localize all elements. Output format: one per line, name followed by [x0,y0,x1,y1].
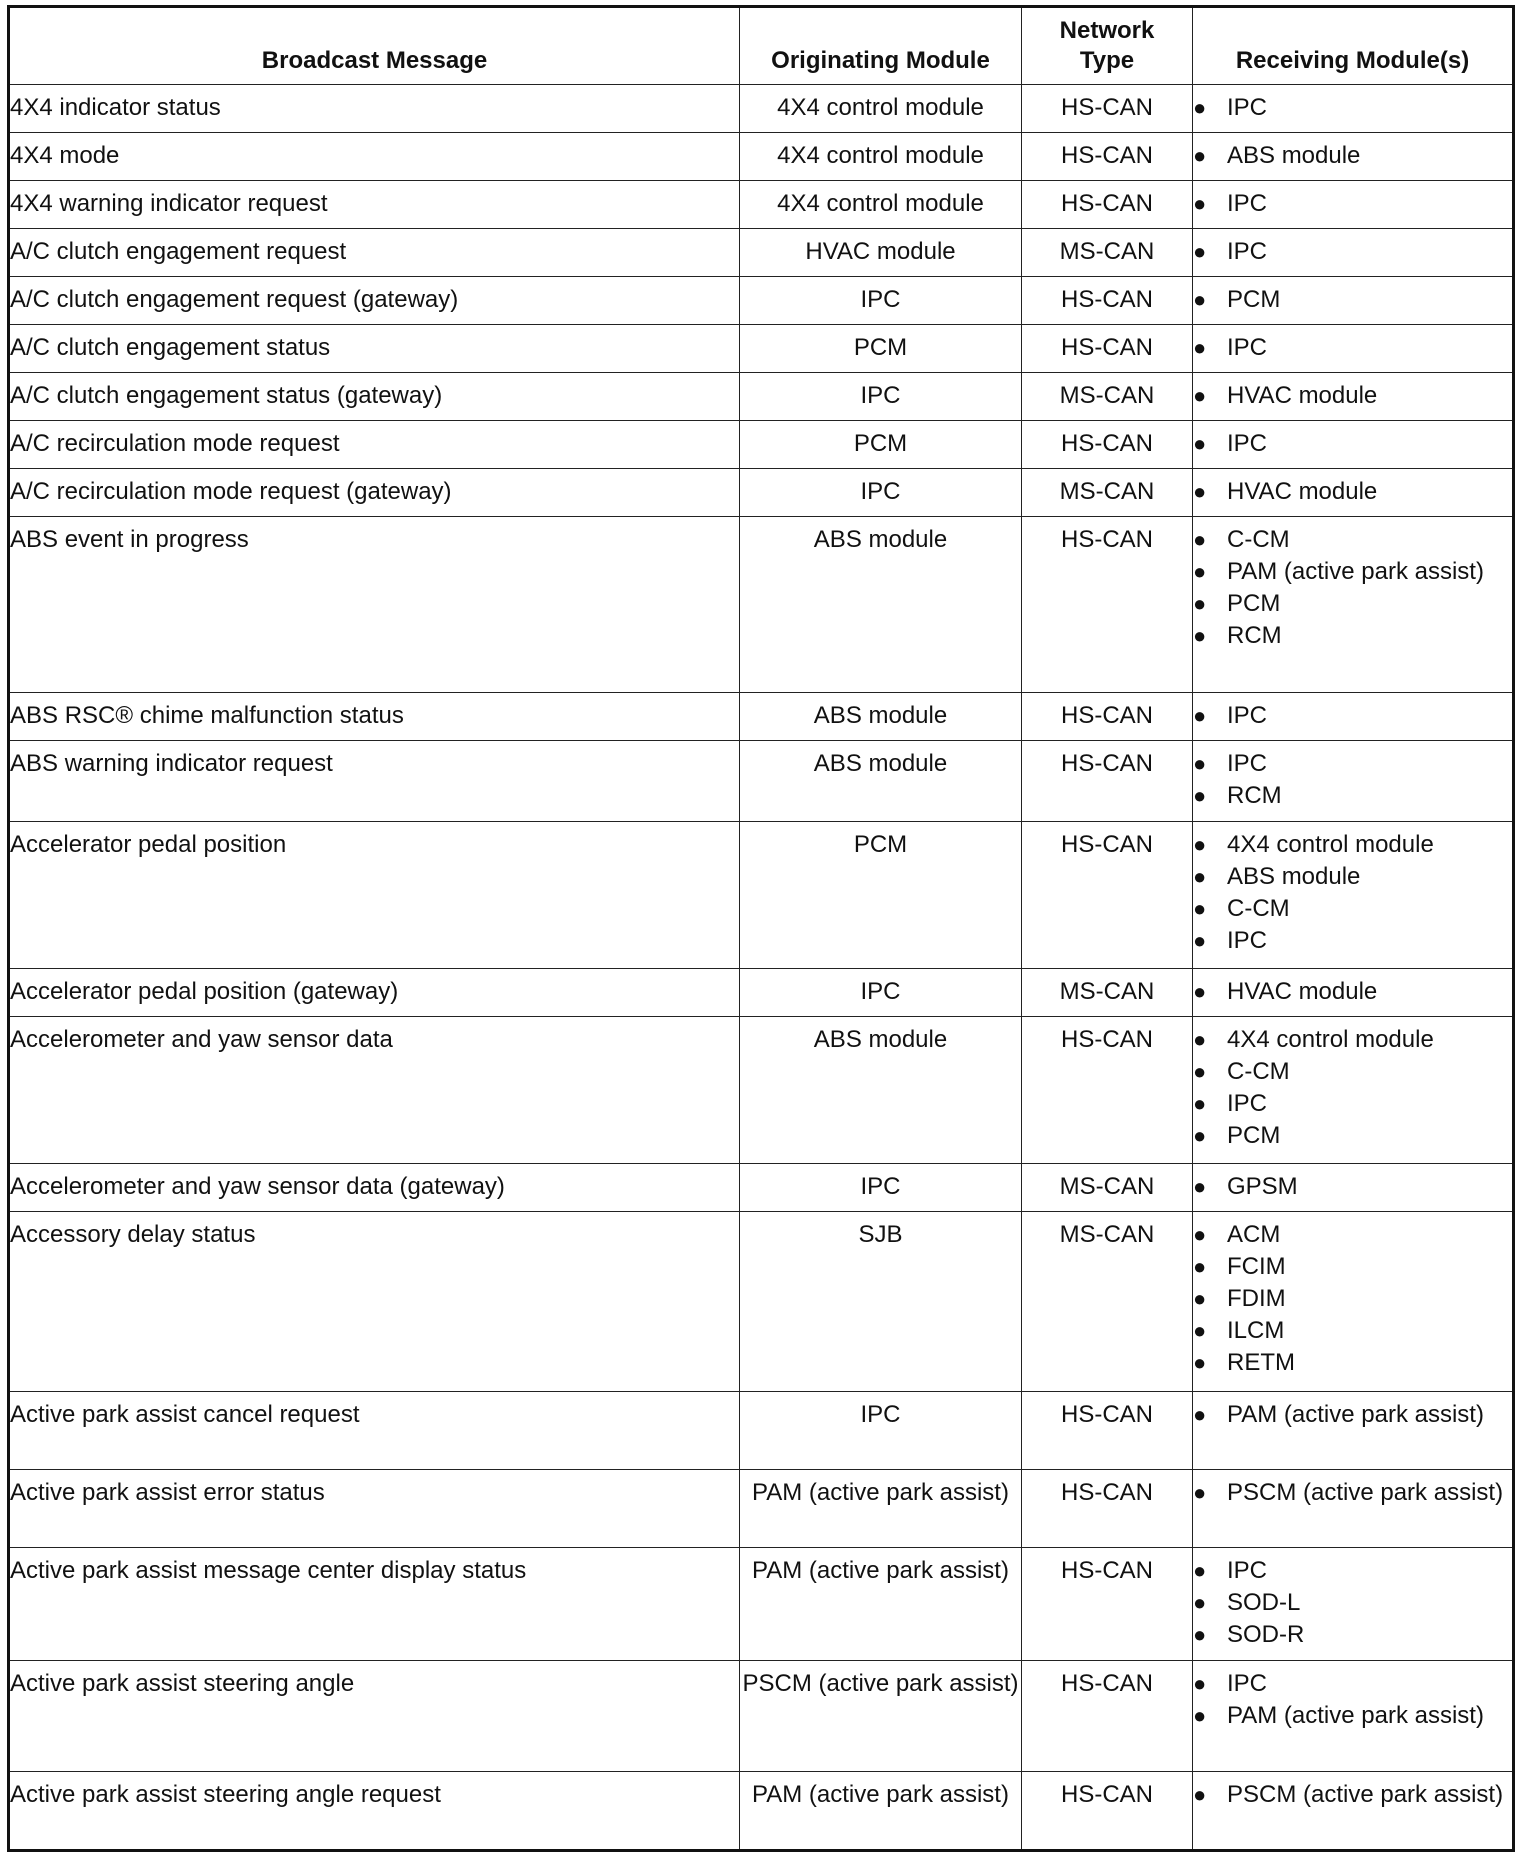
network-type-cell: HS-CAN [1022,421,1193,469]
list-item [1193,1779,1512,1811]
list-item [1193,476,1512,508]
broadcast-message-cell: A/C recirculation mode request [9,421,740,469]
receiving-module-label: HVAC module [1227,978,1378,1005]
receiving-module-label: 4X4 control module [1227,831,1434,858]
network-type-cell: HS-CAN [1022,181,1193,229]
table-row [9,1661,1514,1772]
list-item [1193,1399,1512,1431]
originating-module-cell: PSCM (active park assist) [740,1661,1022,1772]
receiving-module-label: 4X4 control module [1227,1026,1434,1053]
originating-module-cell: ABS module [740,693,1022,741]
receiving-module-label: IPC [1227,702,1268,729]
bullet-icon: ● [1193,1590,1207,1615]
originating-module-cell: PCM [740,421,1022,469]
broadcast-message-cell: Active park assist steering angle [9,1661,740,1772]
originating-module-cell: 4X4 control module [740,133,1022,181]
bullet-icon: ● [1193,703,1207,728]
header-row [9,7,1514,85]
list-item [1193,1120,1512,1152]
list-item [1193,284,1512,316]
header-originating-module: Originating Module [740,7,1022,85]
receiving-modules-cell [1193,1017,1514,1164]
receiving-module-label: RETM [1227,1349,1295,1376]
broadcast-message-cell: ABS RSC® chime malfunction status [9,693,740,741]
receiving-module-label: SOD-L [1227,1589,1301,1616]
receiving-module-label: IPC [1227,190,1268,217]
table-row [9,325,1514,373]
table-row [9,1017,1514,1164]
bullet-icon: ● [1193,928,1207,953]
receiving-modules-cell [1193,373,1514,421]
table-row [9,1164,1514,1212]
network-type-cell: HS-CAN [1022,822,1193,969]
table-row [9,373,1514,421]
broadcast-message-cell: A/C clutch engagement request (gateway) [9,277,740,325]
receiving-module-label: PAM (active park assist) [1227,558,1484,585]
receiving-modules-list [1193,524,1512,652]
originating-module-cell: IPC [740,373,1022,421]
originating-module-cell: ABS module [740,741,1022,822]
bullet-icon: ● [1193,559,1207,584]
table-row [9,1392,1514,1470]
header-broadcast-message: Broadcast Message [9,7,740,85]
originating-module-cell: ABS module [740,1017,1022,1164]
broadcast-message-cell: Accelerometer and yaw sensor data [9,1017,740,1164]
receiving-modules-list [1193,380,1512,412]
bullet-icon: ● [1193,1318,1207,1343]
bullet-icon: ● [1193,864,1207,889]
originating-module-cell: 4X4 control module [740,85,1022,133]
originating-module-cell: IPC [740,469,1022,517]
table-row [9,693,1514,741]
table-row [9,822,1514,969]
list-item [1193,236,1512,268]
list-item [1193,1555,1512,1587]
list-item [1193,140,1512,172]
originating-module-cell: PAM (active park assist) [740,1772,1022,1851]
receiving-module-label: C-CM [1227,526,1290,553]
receiving-modules-cell [1193,277,1514,325]
bullet-icon: ● [1193,1091,1207,1116]
originating-module-cell: 4X4 control module [740,181,1022,229]
receiving-modules-list [1193,829,1512,957]
receiving-module-label: ABS module [1227,863,1361,890]
receiving-module-label: PCM [1227,590,1281,617]
broadcast-message-cell: ABS warning indicator request [9,741,740,822]
receiving-module-label: PSCM (active park assist) [1227,1781,1504,1808]
list-item [1193,1088,1512,1120]
table-row [9,1772,1514,1851]
originating-module-cell: PAM (active park assist) [740,1470,1022,1548]
list-item [1193,829,1512,861]
originating-module-cell: IPC [740,1164,1022,1212]
receiving-modules-list [1193,332,1512,364]
table-row [9,229,1514,277]
receiving-modules-cell [1193,1164,1514,1212]
broadcast-message-cell: Accelerator pedal position [9,822,740,969]
header-receiving-modules: Receiving Module(s) [1193,7,1514,85]
receiving-module-label: RCM [1227,622,1282,649]
receiving-modules-cell [1193,325,1514,373]
broadcast-message-cell: Active park assist message center display status [9,1548,740,1661]
list-item [1193,976,1512,1008]
network-type-cell: HS-CAN [1022,1772,1193,1851]
list-item [1193,780,1512,812]
receiving-modules-cell [1193,133,1514,181]
receiving-modules-list [1193,236,1512,268]
bullet-icon: ● [1193,191,1207,216]
bullet-icon: ● [1193,1174,1207,1199]
receiving-module-label: FCIM [1227,1253,1286,1280]
receiving-modules-cell [1193,969,1514,1017]
bullet-icon: ● [1193,1123,1207,1148]
list-item [1193,428,1512,460]
network-type-cell: HS-CAN [1022,325,1193,373]
receiving-module-label: FDIM [1227,1285,1286,1312]
originating-module-cell: PAM (active park assist) [740,1548,1022,1661]
receiving-modules-cell [1193,421,1514,469]
broadcast-message-cell: Active park assist cancel request [9,1392,740,1470]
list-item [1193,1315,1512,1347]
table-row [9,741,1514,822]
network-type-cell: HS-CAN [1022,1017,1193,1164]
bullet-icon: ● [1193,287,1207,312]
list-item [1193,188,1512,220]
list-item [1193,1619,1512,1651]
table-row [9,469,1514,517]
receiving-modules-list [1193,140,1512,172]
receiving-modules-list [1193,1779,1512,1811]
receiving-modules-list [1193,1171,1512,1203]
bullet-icon: ● [1193,527,1207,552]
bullet-icon: ● [1193,1782,1207,1807]
network-type-cell: MS-CAN [1022,969,1193,1017]
receiving-module-label: C-CM [1227,1058,1290,1085]
receiving-modules-cell [1193,181,1514,229]
bullet-icon: ● [1193,1671,1207,1696]
receiving-modules-cell [1193,1392,1514,1470]
broadcast-message-cell: Accelerator pedal position (gateway) [9,969,740,1017]
broadcast-message-cell: Accessory delay status [9,1212,740,1392]
bullet-icon: ● [1193,143,1207,168]
receiving-module-label: PAM (active park assist) [1227,1401,1484,1428]
receiving-module-label: PCM [1227,1122,1281,1149]
receiving-module-label: PCM [1227,286,1281,313]
network-type-cell: MS-CAN [1022,469,1193,517]
bullet-icon: ● [1193,979,1207,1004]
bullet-icon: ● [1193,1622,1207,1647]
table-row [9,181,1514,229]
originating-module-cell: PCM [740,822,1022,969]
network-type-cell: MS-CAN [1022,1164,1193,1212]
receiving-module-label: RCM [1227,782,1282,809]
receiving-modules-list [1193,428,1512,460]
list-item [1193,1587,1512,1619]
receiving-modules-list [1193,92,1512,124]
header-network-type: Network Type [1022,7,1193,85]
originating-module-cell: IPC [740,277,1022,325]
receiving-module-label: IPC [1227,927,1268,954]
originating-module-cell: ABS module [740,517,1022,693]
receiving-modules-list [1193,1219,1512,1379]
list-item [1193,332,1512,364]
list-item [1193,1219,1512,1251]
network-type-cell: HS-CAN [1022,1392,1193,1470]
receiving-modules-list [1193,188,1512,220]
broadcast-message-cell: A/C clutch engagement status (gateway) [9,373,740,421]
bullet-icon: ● [1193,1027,1207,1052]
network-type-cell: HS-CAN [1022,133,1193,181]
table-row [9,421,1514,469]
broadcast-message-cell: Accelerometer and yaw sensor data (gateway) [9,1164,740,1212]
bullet-icon: ● [1193,479,1207,504]
receiving-module-label: ILCM [1227,1317,1285,1344]
table-row [9,1548,1514,1661]
receiving-module-label: ABS module [1227,142,1361,169]
receiving-module-label: GPSM [1227,1173,1298,1200]
receiving-modules-cell [1193,822,1514,969]
list-item [1193,92,1512,124]
originating-module-cell: IPC [740,969,1022,1017]
bullet-icon: ● [1193,1402,1207,1427]
list-item [1193,1668,1512,1700]
table-row [9,85,1514,133]
broadcast-message-cell: Active park assist steering angle request [9,1772,740,1851]
receiving-module-label: SOD-R [1227,1621,1305,1648]
list-item [1193,524,1512,556]
bullet-icon: ● [1193,1222,1207,1247]
list-item [1193,380,1512,412]
receiving-module-label: HVAC module [1227,382,1378,409]
broadcast-message-cell: 4X4 warning indicator request [9,181,740,229]
network-type-cell: HS-CAN [1022,1470,1193,1548]
network-type-cell: MS-CAN [1022,373,1193,421]
network-type-cell: HS-CAN [1022,85,1193,133]
bullet-icon: ● [1193,896,1207,921]
network-type-cell: HS-CAN [1022,1661,1193,1772]
network-type-cell: HS-CAN [1022,277,1193,325]
broadcast-message-cell: 4X4 mode [9,133,740,181]
bullet-icon: ● [1193,1286,1207,1311]
receiving-modules-list [1193,476,1512,508]
receiving-module-label: C-CM [1227,895,1290,922]
originating-module-cell: PCM [740,325,1022,373]
receiving-module-label: IPC [1227,750,1268,777]
list-item [1193,1477,1512,1509]
table-row [9,1212,1514,1392]
receiving-modules-cell [1193,85,1514,133]
receiving-modules-list [1193,1668,1512,1732]
receiving-modules-list [1193,1024,1512,1152]
table-body [9,85,1514,1851]
list-item [1193,556,1512,588]
bullet-icon: ● [1193,1059,1207,1084]
receiving-module-label: IPC [1227,334,1268,361]
table-row [9,277,1514,325]
broadcast-message-cell: ABS event in progress [9,517,740,693]
receiving-modules-cell [1193,741,1514,822]
bullet-icon: ● [1193,1350,1207,1375]
receiving-module-label: IPC [1227,430,1268,457]
list-item [1193,1171,1512,1203]
list-item [1193,1251,1512,1283]
bullet-icon: ● [1193,751,1207,776]
receiving-modules-cell [1193,1212,1514,1392]
bullet-icon: ● [1193,623,1207,648]
list-item [1193,861,1512,893]
table-row [9,133,1514,181]
receiving-modules-list [1193,748,1512,812]
network-type-cell: HS-CAN [1022,693,1193,741]
bullet-icon: ● [1193,239,1207,264]
broadcast-message-cell: A/C clutch engagement request [9,229,740,277]
broadcast-message-table [7,5,1515,1852]
receiving-modules-cell [1193,517,1514,693]
network-type-cell: HS-CAN [1022,1548,1193,1661]
bullet-icon: ● [1193,383,1207,408]
list-item [1193,1347,1512,1379]
receiving-module-label: PAM (active park assist) [1227,1702,1484,1729]
network-type-cell: MS-CAN [1022,229,1193,277]
originating-module-cell: HVAC module [740,229,1022,277]
receiving-modules-cell [1193,1661,1514,1772]
list-item [1193,700,1512,732]
list-item [1193,1056,1512,1088]
bullet-icon: ● [1193,335,1207,360]
originating-module-cell: IPC [740,1392,1022,1470]
broadcast-message-cell: A/C recirculation mode request (gateway) [9,469,740,517]
list-item [1193,1024,1512,1056]
bullet-icon: ● [1193,832,1207,857]
network-type-cell: HS-CAN [1022,741,1193,822]
bullet-icon: ● [1193,783,1207,808]
network-type-cell: MS-CAN [1022,1212,1193,1392]
receiving-modules-list [1193,284,1512,316]
network-type-cell: HS-CAN [1022,517,1193,693]
table-row [9,1470,1514,1548]
receiving-modules-list [1193,1399,1512,1431]
receiving-module-label: ACM [1227,1221,1281,1248]
receiving-module-label: HVAC module [1227,478,1378,505]
list-item [1193,1283,1512,1315]
receiving-modules-list [1193,976,1512,1008]
broadcast-message-cell: A/C clutch engagement status [9,325,740,373]
bullet-icon: ● [1193,1254,1207,1279]
receiving-modules-list [1193,700,1512,732]
list-item [1193,1700,1512,1732]
receiving-modules-list [1193,1555,1512,1651]
bullet-icon: ● [1193,591,1207,616]
receiving-module-label: IPC [1227,1670,1268,1697]
table-row [9,969,1514,1017]
receiving-module-label: IPC [1227,94,1268,121]
receiving-modules-cell [1193,1772,1514,1851]
bullet-icon: ● [1193,95,1207,120]
list-item [1193,893,1512,925]
receiving-module-label: IPC [1227,238,1268,265]
originating-module-cell: SJB [740,1212,1022,1392]
list-item [1193,748,1512,780]
receiving-modules-cell [1193,693,1514,741]
receiving-modules-cell [1193,1548,1514,1661]
bullet-icon: ● [1193,1558,1207,1583]
table-row [9,517,1514,693]
receiving-modules-cell [1193,469,1514,517]
receiving-module-label: IPC [1227,1557,1268,1584]
broadcast-message-cell: Active park assist error status [9,1470,740,1548]
broadcast-message-cell: 4X4 indicator status [9,85,740,133]
list-item [1193,925,1512,957]
receiving-modules-cell [1193,1470,1514,1548]
bullet-icon: ● [1193,1703,1207,1728]
bullet-icon: ● [1193,431,1207,456]
bullet-icon: ● [1193,1480,1207,1505]
receiving-module-label: IPC [1227,1090,1268,1117]
list-item [1193,620,1512,652]
receiving-modules-cell [1193,229,1514,277]
receiving-module-label: PSCM (active park assist) [1227,1479,1504,1506]
receiving-modules-list [1193,1477,1512,1509]
list-item [1193,588,1512,620]
